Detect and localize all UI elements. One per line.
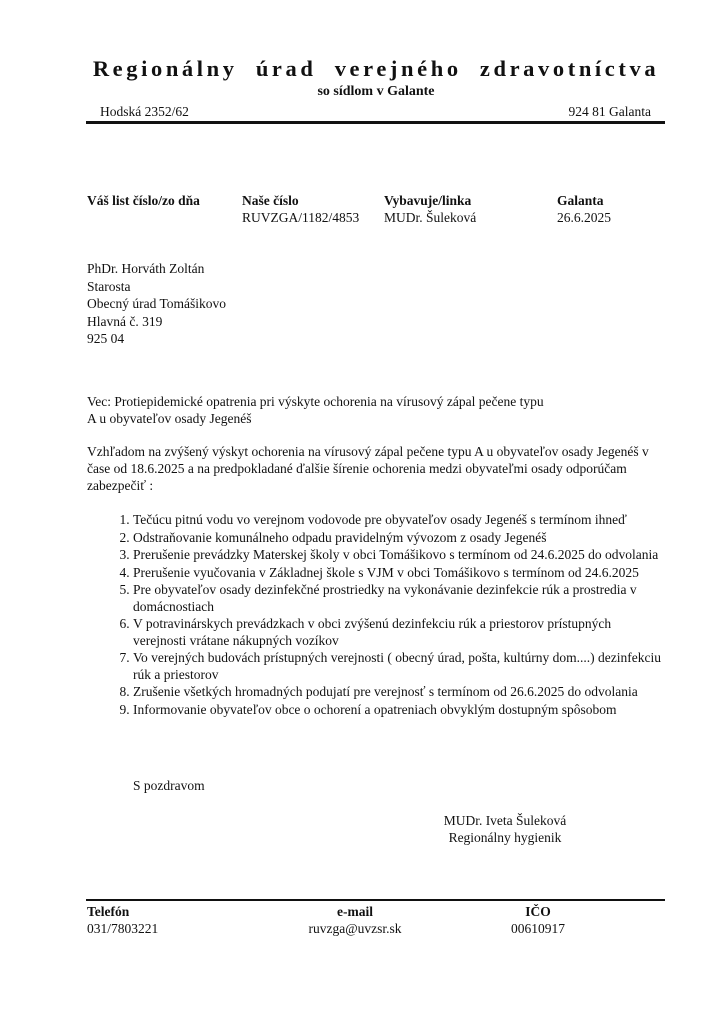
place-label: Galanta xyxy=(557,193,604,208)
measure-item: 8. Zrušenie všetkých hromadných podujatí pre verejnosť s termínom od 26.6.2025 do odvolania xyxy=(133,684,663,701)
measure-item: 4. Prerušenie vyučovania v Základnej škole s VJM v obci Tomášikovo s termínom od 24.6.2025 xyxy=(133,565,663,582)
subject-line-1: Vec: Protiepidemické opatrenia pri výskyte ochorenia na vírusový zápal pečene typu xyxy=(87,394,544,409)
footer-phone xyxy=(87,903,158,937)
header-divider xyxy=(86,121,665,124)
email-label: e-mail xyxy=(337,904,373,919)
handled-by-value: MUDr. Šuleková xyxy=(384,210,477,225)
measure-item: 9. Informovanie obyvateľov obce o ochorení a opatreniach obvyklým dostupným spôsobom xyxy=(133,702,663,719)
footer-email xyxy=(295,903,415,937)
place-date-column xyxy=(557,192,611,226)
recipient-role: Starosta xyxy=(87,278,131,294)
ico-value: 00610917 xyxy=(511,921,565,936)
measures-list xyxy=(87,512,663,719)
recipient-street: Hlavná č. 319 xyxy=(87,313,163,329)
our-number-column xyxy=(242,192,359,226)
signature-block xyxy=(400,812,610,846)
intro-paragraph: Vzhľadom na zvýšený výskyt ochorenia na vírusový zápal pečene typu A u obyvateľov osady Jegenéš v čase od 18.6.2025 a na predpokladané ďalšie šírenie ochorenia medzi obyvateľmi osady odporúčam zabezpečiť : xyxy=(87,444,649,493)
our-number-value: RUVZGA/1182/4853 xyxy=(242,210,360,225)
subject-line-2: A u obyvateľov osady Jegenéš xyxy=(87,411,252,426)
measure-item: 3. Prerušenie prevádzky Materskej školy v obci Tomášikovo s termínom od 24.6.2025 do odvolania xyxy=(133,547,663,564)
measure-item: 1. Tečúcu pitnú vodu vo verejnom vodovode pre obyvateľov osady Jegenéš s termínom ihneď xyxy=(133,512,663,529)
institution-street: Hodská 2352/62 xyxy=(100,104,189,119)
measure-item: 7. Vo verejných budovách prístupných verejnosti ( obecný úrad, pošta, kultúrny dom....) dezinfekciu rúk a priestorov xyxy=(133,650,663,683)
your-letter-column xyxy=(87,192,200,209)
footer-ico xyxy=(500,903,576,937)
email-value: ruvzga@uvzsr.sk xyxy=(308,921,402,936)
your-letter-label: Váš list číslo/zo dňa xyxy=(87,193,200,208)
footer-divider xyxy=(86,899,665,901)
recipient-address xyxy=(87,260,226,348)
our-number-label: Naše číslo xyxy=(242,193,299,208)
recipient-postcode: 925 04 xyxy=(87,331,125,346)
date-value: 26.6.2025 xyxy=(557,210,611,225)
recipient-name: PhDr. Horváth Zoltán xyxy=(87,261,205,276)
measure-item: 2. Odstraňovanie komunálneho odpadu pravidelným vývozom z osady Jegenéš xyxy=(133,530,663,547)
handled-by-label: Vybavuje/linka xyxy=(384,193,472,208)
ico-label: IČO xyxy=(525,904,551,919)
recipient-office: Obecný úrad Tomášikovo xyxy=(87,296,227,311)
measure-item: 6. V potravinárskych prevádzkach v obci zvýšenú dezinfekciu rúk a priestorov prístupných verejnosti vrátane nákupných vozíkov xyxy=(133,616,663,649)
institution-title: Regionálny úrad verejného zdravotníctva xyxy=(92,56,660,81)
institution-seat: so sídlom v Galante xyxy=(317,84,435,99)
phone-value: 031/7803221 xyxy=(87,921,159,936)
signer-name: MUDr. Iveta Šuleková xyxy=(443,813,567,828)
subject xyxy=(87,393,647,427)
measure-item: 5. Pre obyvateľov osady dezinfekčné prostriedky na vykonávanie dezinfekcie rúk a prostredia v domácnostiach xyxy=(133,582,663,615)
phone-label: Telefón xyxy=(87,904,130,919)
signer-title: Regionálny hygienik xyxy=(448,830,562,845)
greeting: S pozdravom xyxy=(133,778,205,793)
handled-by-column xyxy=(384,192,476,226)
institution-city: 924 81 Galanta xyxy=(568,104,651,119)
